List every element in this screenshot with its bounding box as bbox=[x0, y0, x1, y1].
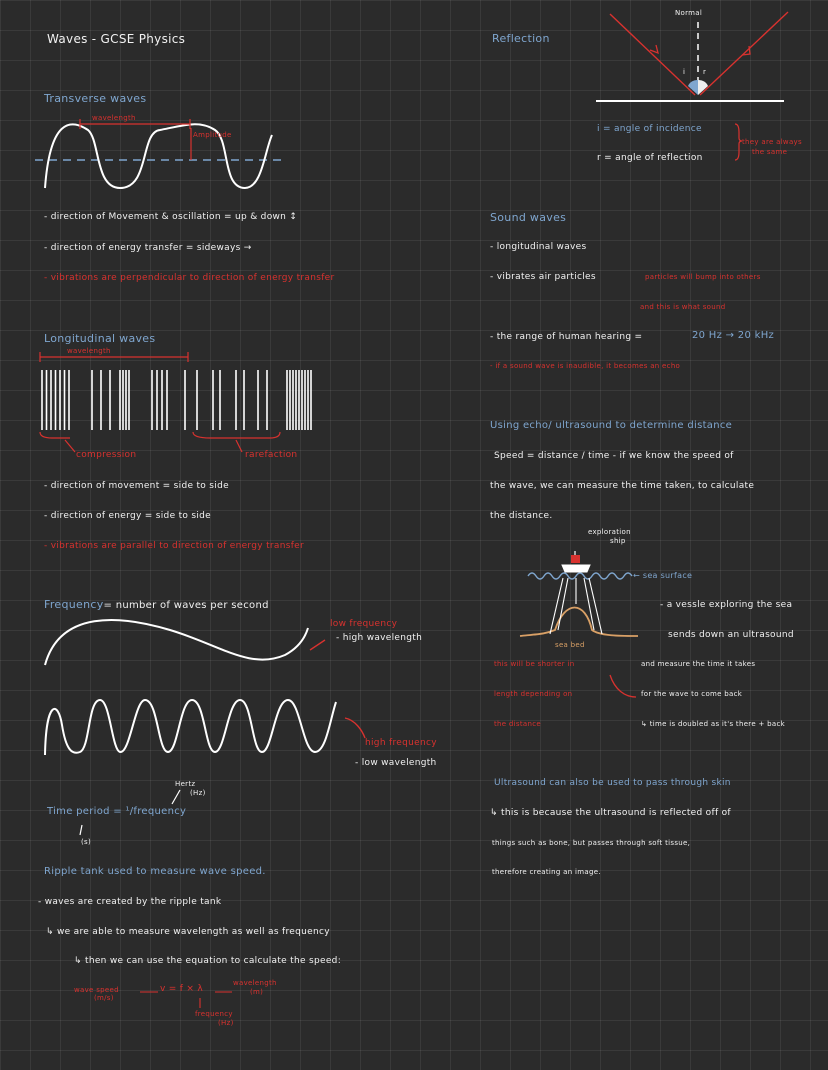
wave-equation: v = f × λ bbox=[160, 984, 204, 994]
sonar-diagram bbox=[520, 551, 638, 697]
reflection-heading: Reflection bbox=[492, 32, 550, 45]
transverse-amplitude-label: Amplitude bbox=[193, 131, 232, 139]
time-period-formula: Time period = ¹/frequency bbox=[47, 806, 187, 817]
reflection-text: r = angle of reflection bbox=[597, 153, 703, 163]
low-wavelength-label: - low wavelength bbox=[355, 758, 437, 768]
transverse-movement-text: - direction of Movement & oscillation = up & down ↕ bbox=[44, 212, 298, 222]
sea-bed-label: sea bed bbox=[555, 641, 585, 649]
seconds-label: (s) bbox=[81, 838, 92, 846]
transverse-wavelength-label: wavelength bbox=[92, 114, 136, 122]
frequency-line bbox=[44, 598, 269, 611]
high-wavelength-label: - high wavelength bbox=[336, 633, 423, 643]
sound-line-4: - if a sound wave is inaudible, it becomes an echo bbox=[490, 362, 681, 370]
echo-heading: Using echo/ ultrasound to determine distance bbox=[490, 420, 733, 431]
incidence-text: i = angle of incidence bbox=[597, 124, 702, 134]
ripple-line-1: - waves are created by the ripple tank bbox=[38, 897, 222, 907]
wave-speed-label: wave speed bbox=[74, 986, 119, 994]
transverse-energy-text: - direction of energy transfer = sideways → bbox=[44, 243, 252, 253]
angle-r-label: r bbox=[703, 68, 707, 76]
sound-line-2: - vibrates air particles bbox=[490, 272, 596, 282]
ultrasound-heading: Ultrasound can also be used to pass through skin bbox=[494, 778, 731, 788]
ultrasound-line-1: ↳ this is because the ultrasound is reflected off of bbox=[490, 808, 731, 818]
transverse-heading: Transverse waves bbox=[44, 92, 147, 105]
frequency-heading: Frequency bbox=[44, 598, 104, 611]
echo-line-2: the wave, we can measure the time taken, to calculate bbox=[490, 481, 755, 491]
angle-i-label: i bbox=[683, 68, 686, 76]
sea-surface-label: ← sea surface bbox=[633, 571, 693, 580]
hearing-range: 20 Hz → 20 kHz bbox=[692, 330, 775, 341]
frequency-wave-diagrams bbox=[45, 620, 365, 835]
frequency-definition: = number of waves per second bbox=[103, 600, 269, 611]
sound-red-line-2: and this is what sound bbox=[640, 303, 726, 311]
wave-speed-unit: (m/s) bbox=[94, 994, 114, 1002]
echo-red-3: the distance bbox=[494, 720, 541, 728]
longitudinal-heading: Longitudinal waves bbox=[44, 332, 156, 345]
rarefaction-label: rarefaction bbox=[245, 450, 298, 460]
ripple-line-2: ↳ we are able to measure wavelength as well as frequency bbox=[46, 927, 330, 937]
ripple-equation-pointers bbox=[140, 992, 232, 1008]
echo-red-1: this will be shorter in bbox=[494, 660, 575, 668]
sound-line-1: - longitudinal waves bbox=[490, 242, 587, 252]
compression-label: compression bbox=[76, 450, 137, 460]
equal-note-line-1: they are always bbox=[742, 138, 802, 146]
ultrasound-line-3: therefore creating an image. bbox=[492, 868, 601, 876]
frequency-label: frequency bbox=[195, 1010, 233, 1018]
normal-label: Normal bbox=[675, 9, 703, 17]
hertz-label: Hertz bbox=[175, 780, 196, 788]
sound-red-line-1: particles will bump into others bbox=[645, 273, 761, 281]
echo-right-2: sends down an ultrasound bbox=[668, 630, 794, 640]
longitudinal-movement-text: - direction of movement = side to side bbox=[44, 481, 229, 491]
sound-heading: Sound waves bbox=[490, 211, 567, 224]
hz-label: (Hz) bbox=[190, 789, 206, 797]
ultrasound-line-2: things such as bone, but passes through soft tissue, bbox=[492, 839, 691, 847]
echo-right-3: and measure the time it takes bbox=[641, 660, 756, 668]
longitudinal-note: - vibrations are parallel to direction of energy transfer bbox=[44, 541, 305, 551]
echo-line-3: the distance. bbox=[490, 511, 553, 521]
page-title: Waves - GCSE Physics bbox=[47, 32, 186, 46]
longitudinal-energy-text: - direction of energy = side to side bbox=[44, 511, 212, 521]
longitudinal-wavelength-label: wavelength bbox=[67, 347, 111, 355]
wavelength-label: wavelength bbox=[233, 979, 277, 987]
high-frequency-label: high frequency bbox=[365, 738, 437, 748]
echo-right-4: for the wave to come back bbox=[641, 690, 743, 698]
sound-line-3: - the range of human hearing = bbox=[490, 332, 643, 342]
echo-red-2: length depending on bbox=[494, 690, 573, 698]
ripple-line-3: ↳ then we can use the equation to calculate the speed: bbox=[74, 956, 342, 966]
frequency-unit: (Hz) bbox=[218, 1019, 234, 1027]
transverse-wave-diagram bbox=[35, 119, 285, 188]
low-frequency-label: low frequency bbox=[330, 619, 398, 629]
longitudinal-wave-diagram bbox=[40, 352, 311, 452]
echo-right-5: ↳ time is doubled as it's there + back bbox=[641, 720, 785, 728]
ripple-heading: Ripple tank used to measure wave speed. bbox=[44, 866, 266, 877]
echo-line-1: Speed = distance / time - if we know the speed of bbox=[494, 451, 734, 461]
equal-note-line-2: the same bbox=[752, 148, 788, 156]
transverse-note: - vibrations are perpendicular to direction of energy transfer bbox=[44, 273, 335, 283]
ship-label-1: exploration bbox=[588, 528, 631, 536]
ship-label-2: ship bbox=[610, 537, 626, 545]
echo-right-1: - a vessle exploring the sea bbox=[660, 600, 793, 610]
wavelength-unit: (m) bbox=[250, 988, 264, 996]
